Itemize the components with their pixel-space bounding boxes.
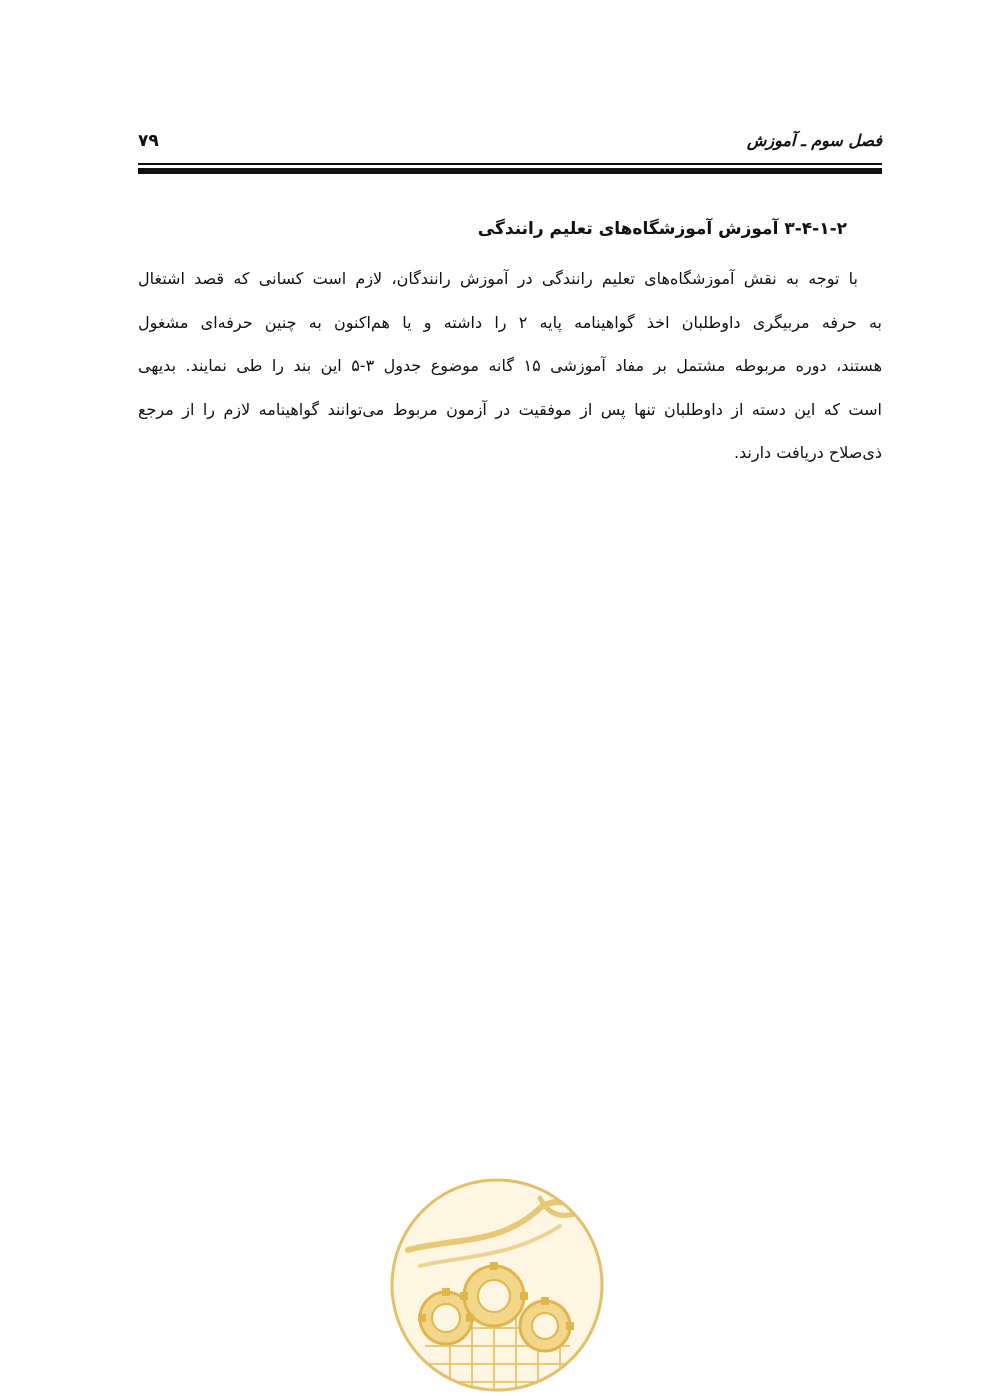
paragraph-line: به حرفه مربیگری داوطلبان اخذ گواهینامه پایه ۲ را داشته و یا هم‌اکنون به چنین حرفه‌ای مشغول	[138, 312, 882, 332]
paragraph-line: با توجه به نقش آموزشگاه‌های تعلیم رانندگی در آموزش رانندگان، لازم است کسانی که قصد اشتغال	[138, 269, 858, 288]
paragraph-line: ذی‌صلاح دریافت دارند.	[733, 443, 882, 462]
header-rule-thick	[138, 168, 882, 174]
paragraph-line: است که این دسته از داوطلبان تنها پس از موفقیت در آزمون مربوط می‌توانند گواهینامه لازم را از مرجع	[138, 399, 882, 419]
running-header-title: فصل سوم ـ آموزش	[746, 131, 882, 150]
section-heading: ۳-۴-۱-۲ آموزش آموزشگاه‌های تعلیم رانندگی	[477, 219, 847, 239]
paragraph-line: هستند، دوره مربوطه مشتمل بر مفاد آموزشی ۱۵ گانه موضوع جدول ۳-۵ این بند را طی نمایند. بدیهی	[138, 356, 882, 375]
logo-seal-icon	[390, 1178, 604, 1392]
page-number: ۷۹	[138, 131, 159, 151]
header-rule-thin	[138, 163, 882, 165]
body-paragraph	[138, 257, 882, 475]
